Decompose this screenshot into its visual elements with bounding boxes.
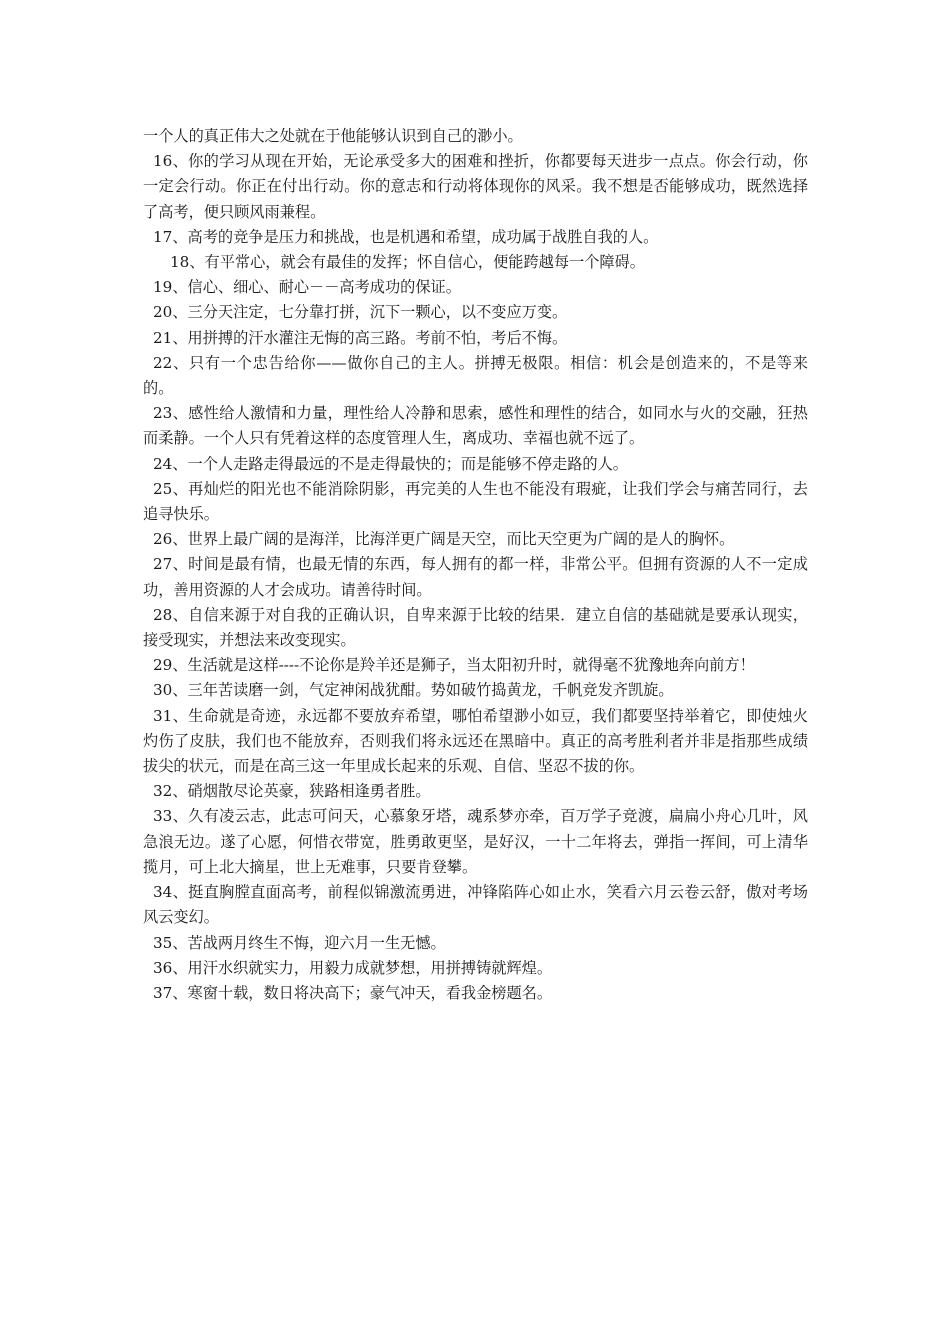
paragraph-21: 21、用拼搏的汗水灌注无悔的高三路。考前不怕，考后不悔。 (153, 328, 568, 347)
paragraph-31: 31、生命就是奇迹，永远都不要放弃希望，哪怕希望渺小如豆，我们都要坚持举着它，即使烛火灼伤了皮肤，我们也不能放弃，否则我们将永远还在黑暗中。真正的高考胜利者并非是指那些成绩拔尖的状元，而是在高三这一年里成长起来的乐观、自信、坚忍不拔的你。 (143, 706, 808, 776)
paragraph-18: 18、有平常心，就会有最佳的发挥；怀自信心，便能跨越每一个障碍。 (170, 253, 645, 272)
paragraph-19: 19、信心、细心、耐心－－高考成功的保证。 (153, 278, 461, 297)
paragraph-33: 33、久有凌云志，此志可问天，心慕象牙塔，魂系梦亦牵，百万学子竞渡，扁扁小舟心几叶，风急浪无边。遂了心愿，何惜衣带宽，胜勇敢更坚，是好汉，一十二年将去，弹指一挥间，可上清华揽月，可上北大摘星，世上无难事，只要肯登攀。 (143, 807, 808, 876)
paragraph-28: 28、自信来源于对自我的正确认识，自卑来源于比较的结果．建立自信的基础就是要承认现实，接受现实，并想法来改变现实。 (143, 605, 808, 650)
paragraph-16: 16、你的学习从现在开始，无论承受多大的困难和挫折，你都要每天进步一点点。你会行动，你一定会行动。你正在付出行动。你的意志和行动将体现你的风采。我不想是否能够成功，既然选择了高考，便只顾风雨兼程。 (143, 152, 808, 221)
paragraph-23: 23、感性给人激情和力量，理性给人冷静和思索，感性和理性的结合，如同水与火的交融，狂热而柔静。一个人只有凭着这样的态度管理人生，离成功、幸福也就不远了。 (143, 404, 808, 448)
paragraph-30: 30、三年苦读磨一剑，气定神闲战犹酣。势如破竹捣黄龙，千帆竞发齐凯旋。 (153, 681, 674, 700)
paragraph-20: 20、三分天注定，七分靠打拼，沉下一颗心，以不变应万变。 (153, 303, 568, 322)
document-body (143, 124, 808, 1006)
paragraph-34: 34、挺直胸膛直面高考，前程似锦激流勇进，冲锋陷阵心如止水，笑看六月云卷云舒，傲对考场风云变幻。 (143, 883, 808, 927)
paragraph-27: 27、时间是最有情，也最无情的东西，每人拥有的都一样，非常公平。但拥有资源的人不一定成功，善用资源的人才会成功。请善待时间。 (143, 555, 808, 599)
paragraph-26: 26、世界上最广阔的是海洋，比海洋更广阔是天空，而比天空更为广阔的是人的胸怀。 (153, 530, 735, 549)
paragraph-35: 35、苦战两月终生不悔，迎六月一生无憾。 (153, 933, 446, 952)
paragraph-24: 24、一个人走路走得最远的不是走得最快的；而是能够不停走路的人。 (153, 454, 628, 473)
paragraph-22: 22、只有一个忠告给你——做你自己的主人。拼搏无极限。相信：机会是创造来的，不是等来的。 (143, 353, 808, 398)
paragraph-25: 25、再灿烂的阳光也不能消除阴影，再完美的人生也不能没有瑕疵，让我们学会与痛苦同行，去追寻快乐。 (143, 479, 808, 524)
paragraph-36: 36、用汗水织就实力，用毅力成就梦想，用拼搏铸就辉煌。 (153, 958, 553, 977)
paragraph-29: 29、生活就是这样----不论你是羚羊还是狮子，当太阳初升时，就得毫不犹豫地奔向前方！ (153, 656, 755, 675)
paragraph-32: 32、硝烟散尽论英豪，狭路相逢勇者胜。 (153, 782, 431, 801)
paragraph-17: 17、高考的竞争是压力和挑战，也是机遇和希望，成功属于战胜自我的人。 (153, 227, 659, 246)
paragraph-intro: 一个人的真正伟大之处就在于他能够认识到自己的渺小。 (143, 127, 523, 145)
paragraph-37: 37、寒窗十载，数日将决高下；豪气冲天，看我金榜题名。 (153, 983, 553, 1002)
